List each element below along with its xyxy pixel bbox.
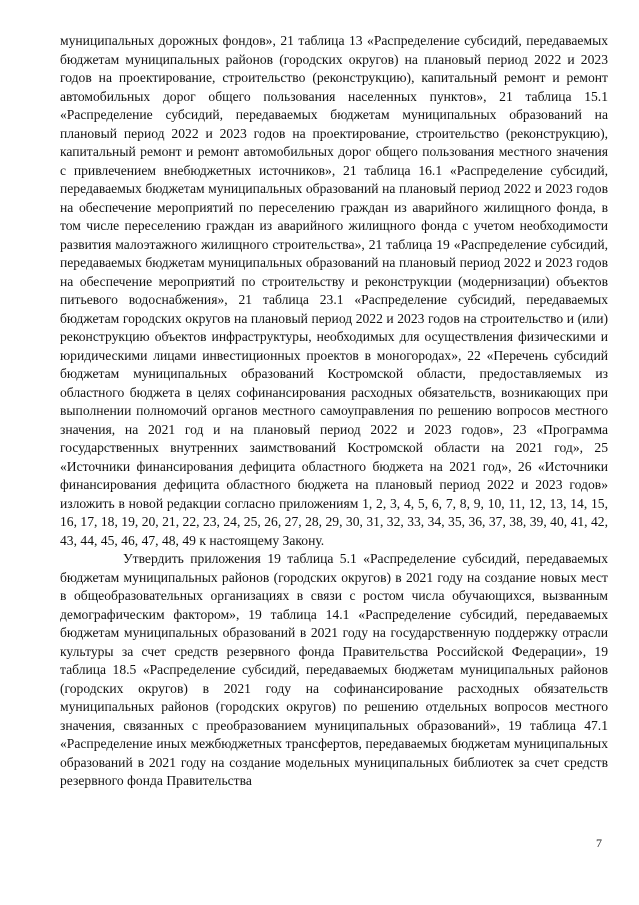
paragraph-approve-appendices: Утвердить приложения 19 таблица 5.1 «Распределение субсидий, передаваемых бюджетам муниципальных районов (городских округов) в 2021 году на создание новых мест в общеобразовательных организациях в связи с ростом числа обучающихся, вызванным демографическим фактором», 19 таблица 14.1 «Распределение субсидий, передаваемых бюджетам муниципальных образований в 2021 году на государственную поддержку отрасли культуры за счет средств резервного фонда Правительства Российской Федерации», 19 таблица 18.5 «Распределение субсидий, передаваемых бюджетам муниципальных районов (городских округов) в 2021 году на софинансирование расходных обязательств муниципальных районов (городских округов) по решению отдельных вопросов местного значения, связанных с преобразованием муниципальных образований», 19 таблица 47.1 «Распределение иных межбюджетных трансфертов, передаваемых бюджетам муниципальных образований в 2021 году на создание модельных муниципальных библиотек за счет средств резервного фонда Правительства — [60, 551, 608, 788]
page-number: 7 — [596, 836, 602, 850]
body-text — [60, 32, 608, 791]
paragraph-appendix-list-continuation: муниципальных дорожных фондов», 21 таблица 13 «Распределение субсидий, передаваемых бюджетам муниципальных районов (городских округов) на плановый период 2022 и 2023 годов на проектирование, строительство (реконструкцию), капитальный ремонт и ремонт автомобильных дорог общего пользования населенных пунктов», 21 таблица 15.1 «Распределение субсидий, передаваемых бюджетам муниципальных образований на плановый период 2022 и 2023 годов на проектирование, строительство (реконструкцию), капитальный ремонт и ремонт автомобильных дорог общего пользования местного значения с привлечением внебюджетных источников», 21 таблица 16.1 «Распределение субсидий, передаваемых бюджетам муниципальных образований на плановый период 2022 и 2023 годов на обеспечение мероприятий по переселению граждан из аварийного жилищного фонда, в том числе переселению граждан из аварийного жилищного фонда с учетом необходимости развития малоэтажного жилищного строительства», 21 таблица 19 «Распределение субсидий, передаваемых бюджетам муниципальных образований на плановый период 2022 и 2023 годов на обеспечение мероприятий по строительству и реконструкции (модернизации) объектов питьевого водоснабжения», 21 таблица 23.1 «Распределение субсидий, передаваемых бюджетам городских округов на плановый период 2022 и 2023 годов на строительство и (или) реконструкцию объектов инфраструктуры, необходимых для осуществления физическими и юридическими лицами инвестиционных проектов в моногородах», 22 «Перечень субсидий бюджетам муниципальных образований Костромской области, предоставляемых из областного бюджета в целях софинансирования расходных обязательств, возникающих при выполнении полномочий органов местного самоуправления по решению вопросов местного значения, на 2021 год и на плановый период 2022 и 2023 годов», 23 «Программа государственных внутренних заимствований Костромской области на 2021 год», 25 «Источники финансирования дефицита областного бюджета на 2021 год», 26 «Источники финансирования дефицита областного бюджета на плановый период 2022 и 2023 годов» изложить в новой редакции согласно приложениям 1, 2, 3, 4, 5, 6, 7, 8, 9, 10, 11, 12, 13, 14, 15, 16, 17, 18, 19, 20, 21, 22, 23, 24, 25, 26, 27, 28, 29, 30, 31, 32, 33, 34, 35, 36, 37, 38, 39, 40, 41, 42, 43, 44, 45, 46, 47, 48, 49 к настоящему Закону. — [60, 33, 608, 548]
